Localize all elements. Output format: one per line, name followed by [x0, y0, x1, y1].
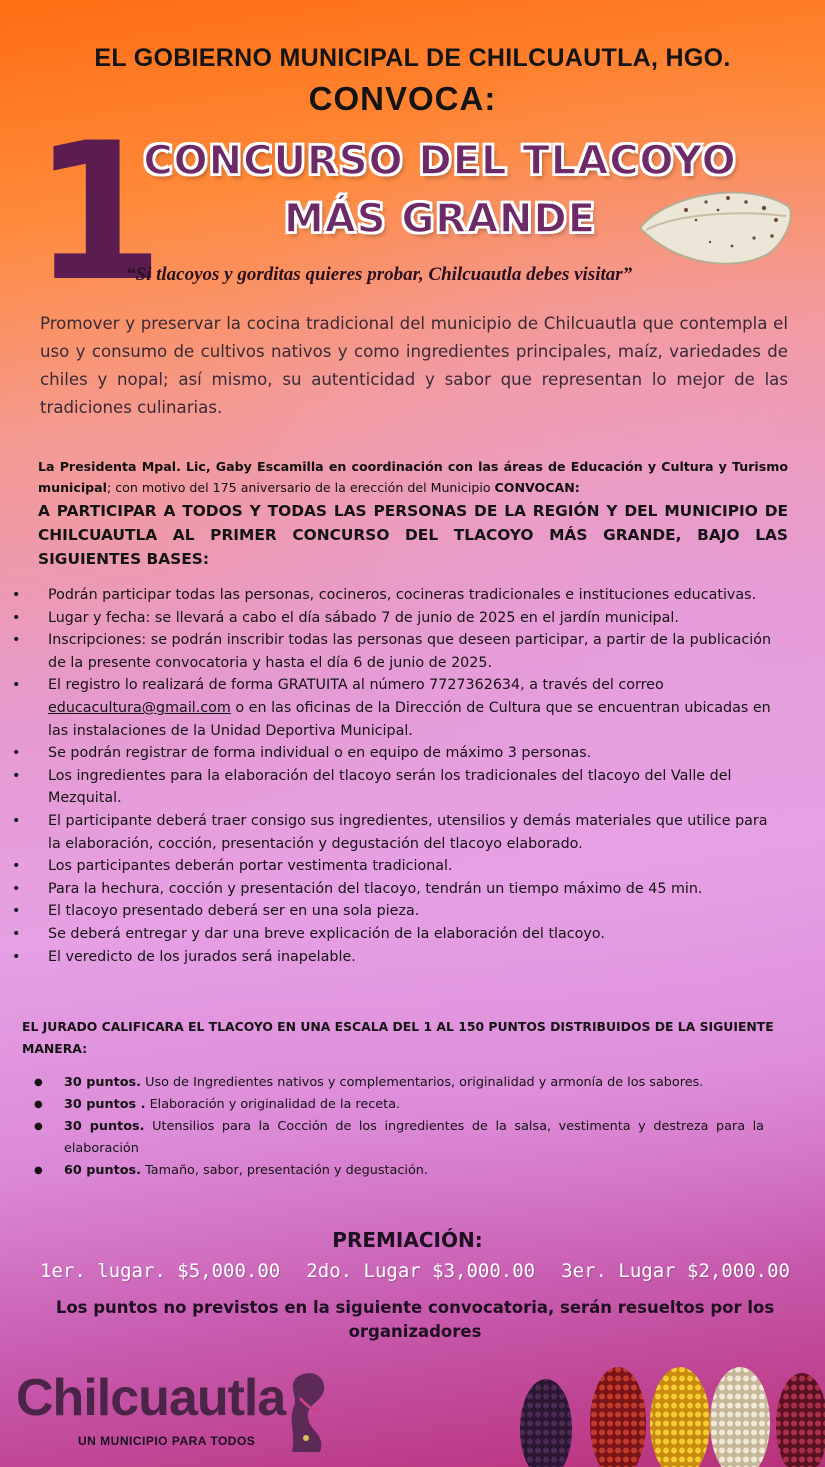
list-item: • Inscripciones: se podrán inscribir todas las personas que deseen participar, a partir de la publicación de la presente convocatoria y hasta el día 6 de junio de 2025. — [12, 629, 772, 674]
prize-first: 1er. lugar. $5,000.00 — [40, 1260, 281, 1282]
list-item: ● 60 puntos. Tamaño, sabor, presentación y degustación. — [34, 1160, 764, 1182]
bases-list — [12, 584, 772, 968]
logo-name: Chilcuautla — [16, 1369, 286, 1427]
presidenta-bold: La Presidenta Mpal. Lic, Gaby Escamilla en coordinación con las áreas de Educación y Cultura y Turismo municipal — [38, 459, 788, 495]
list-item: • Para la hechura, cocción y presentación del tlacoyo, tendrán un tiempo máximo de 45 min. — [12, 878, 772, 901]
header-government: EL GOBIERNO MUNICIPAL DE CHILCUAUTLA, HGO. — [94, 44, 731, 72]
convoca-statement: A PARTICIPAR A TODOS Y TODAS LAS PERSONAS DE LA REGIÓN Y DEL MUNICIPIO DE CHILCUAUTLA AL PRIMER CONCURSO DEL TLACOYO MÁS GRANDE, BAJO LAS SIGUIENTES BASES: — [38, 502, 788, 568]
contest-number: 1 — [32, 102, 165, 323]
prizes-row — [40, 1260, 790, 1282]
list-item: • Se deberá entregar y dar una breve explicación de la elaboración del tlacoyo. — [12, 923, 772, 946]
intro-paragraph: Promover y preservar la cocina tradicional del municipio de Chilcuautla que contempla el uso y consumo de cultivos nativos y como ingredientes principales, maíz, variedades de chiles y nopal; así mismo, su autenticidad y sabor que representan lo mejor de las tradiciones culinarias. — [40, 314, 788, 417]
list-item: • Podrán participar todas las personas, cocineros, cocineras tradicionales e instituciones educativas. — [12, 584, 772, 607]
puntos-list — [34, 1072, 764, 1182]
list-item: • Los participantes deberán portar vestimenta tradicional. — [12, 855, 772, 878]
list-item: • El tlacoyo presentado deberá ser en una sola pieza. — [12, 900, 772, 923]
slogan: “Si tlacoyos y gorditas quieres probar, Chilcuautla debes visitar” — [126, 264, 633, 285]
list-item: • El veredicto de los jurados será inapelable. — [12, 946, 772, 969]
list-item: • El participante deberá traer consigo sus ingredientes, utensilios y demás materiales que utilice para la elaboración, cocción, presentación y degustación del tlacoyo elaborado. — [12, 810, 772, 855]
premiacion-heading: PREMIACIÓN: — [332, 1228, 483, 1252]
header-convoca: CONVOCA: — [308, 80, 497, 117]
list-item: ● 30 puntos. Utensilios para la Cocción de los ingredientes de la salsa, vestimenta y destreza para la elaboración — [34, 1116, 764, 1160]
list-item: ● 30 puntos. Uso de Ingredientes nativos y complementarios, originalidad y armonía de los sabores. — [34, 1072, 764, 1094]
jurado-heading: EL JURADO CALIFICARA EL TLACOYO EN UNA ESCALA DEL 1 AL 150 PUNTOS DISTRIBUIDOS DE LA SIGUIENTE MANERA: — [22, 1019, 774, 1056]
corn-image — [518, 1365, 825, 1467]
list-item: • Lugar y fecha: se llevará a cabo el día sábado 7 de junio de 2025 en el jardín municipal. — [12, 607, 772, 630]
prize-second: 2do. Lugar $3,000.00 — [306, 1260, 536, 1282]
list-item: • Los ingredientes para la elaboración del tlacoyo serán los tradicionales del tlacoyo del Valle del Mezquital. — [12, 765, 772, 810]
contest-title-line2: MÁS GRANDE — [283, 196, 597, 242]
footer-note: Los puntos no previstos en la siguiente convocatoria, serán resueltos por los organizadores — [55, 1298, 775, 1341]
list-item: ● 30 puntos . Elaboración y originalidad de la receta. — [34, 1094, 764, 1116]
municipality-logo — [16, 1368, 336, 1458]
convocan-label: CONVOCAN: — [494, 480, 580, 495]
presidenta-paragraph — [38, 456, 788, 498]
list-item: • Se podrán registrar de forma individual o en equipo de máximo 3 personas. — [12, 742, 772, 765]
prize-third: 3er. Lugar $2,000.00 — [561, 1260, 790, 1282]
woman-figure-icon — [286, 1368, 332, 1454]
logo-tagline: UN MUNICIPIO PARA TODOS — [78, 1434, 256, 1448]
contest-title-line1: CONCURSO DEL TLACOYO — [143, 138, 737, 184]
list-item: • El registro lo realizará de forma GRATUITA al número 7727362634, a través del correo educacultura@gmail.com o en las oficinas de la Dirección de Cultura que se encuentran ubicadas en las instalaciones de la Unidad Deportiva Municipal. — [12, 674, 772, 742]
tlacoyo-image — [636, 180, 796, 270]
email-link[interactable]: educacultura@gmail.com — [48, 699, 231, 716]
presidenta-normal: ; con motivo del 175 aniversario de la erección del Municipio — [106, 480, 495, 495]
